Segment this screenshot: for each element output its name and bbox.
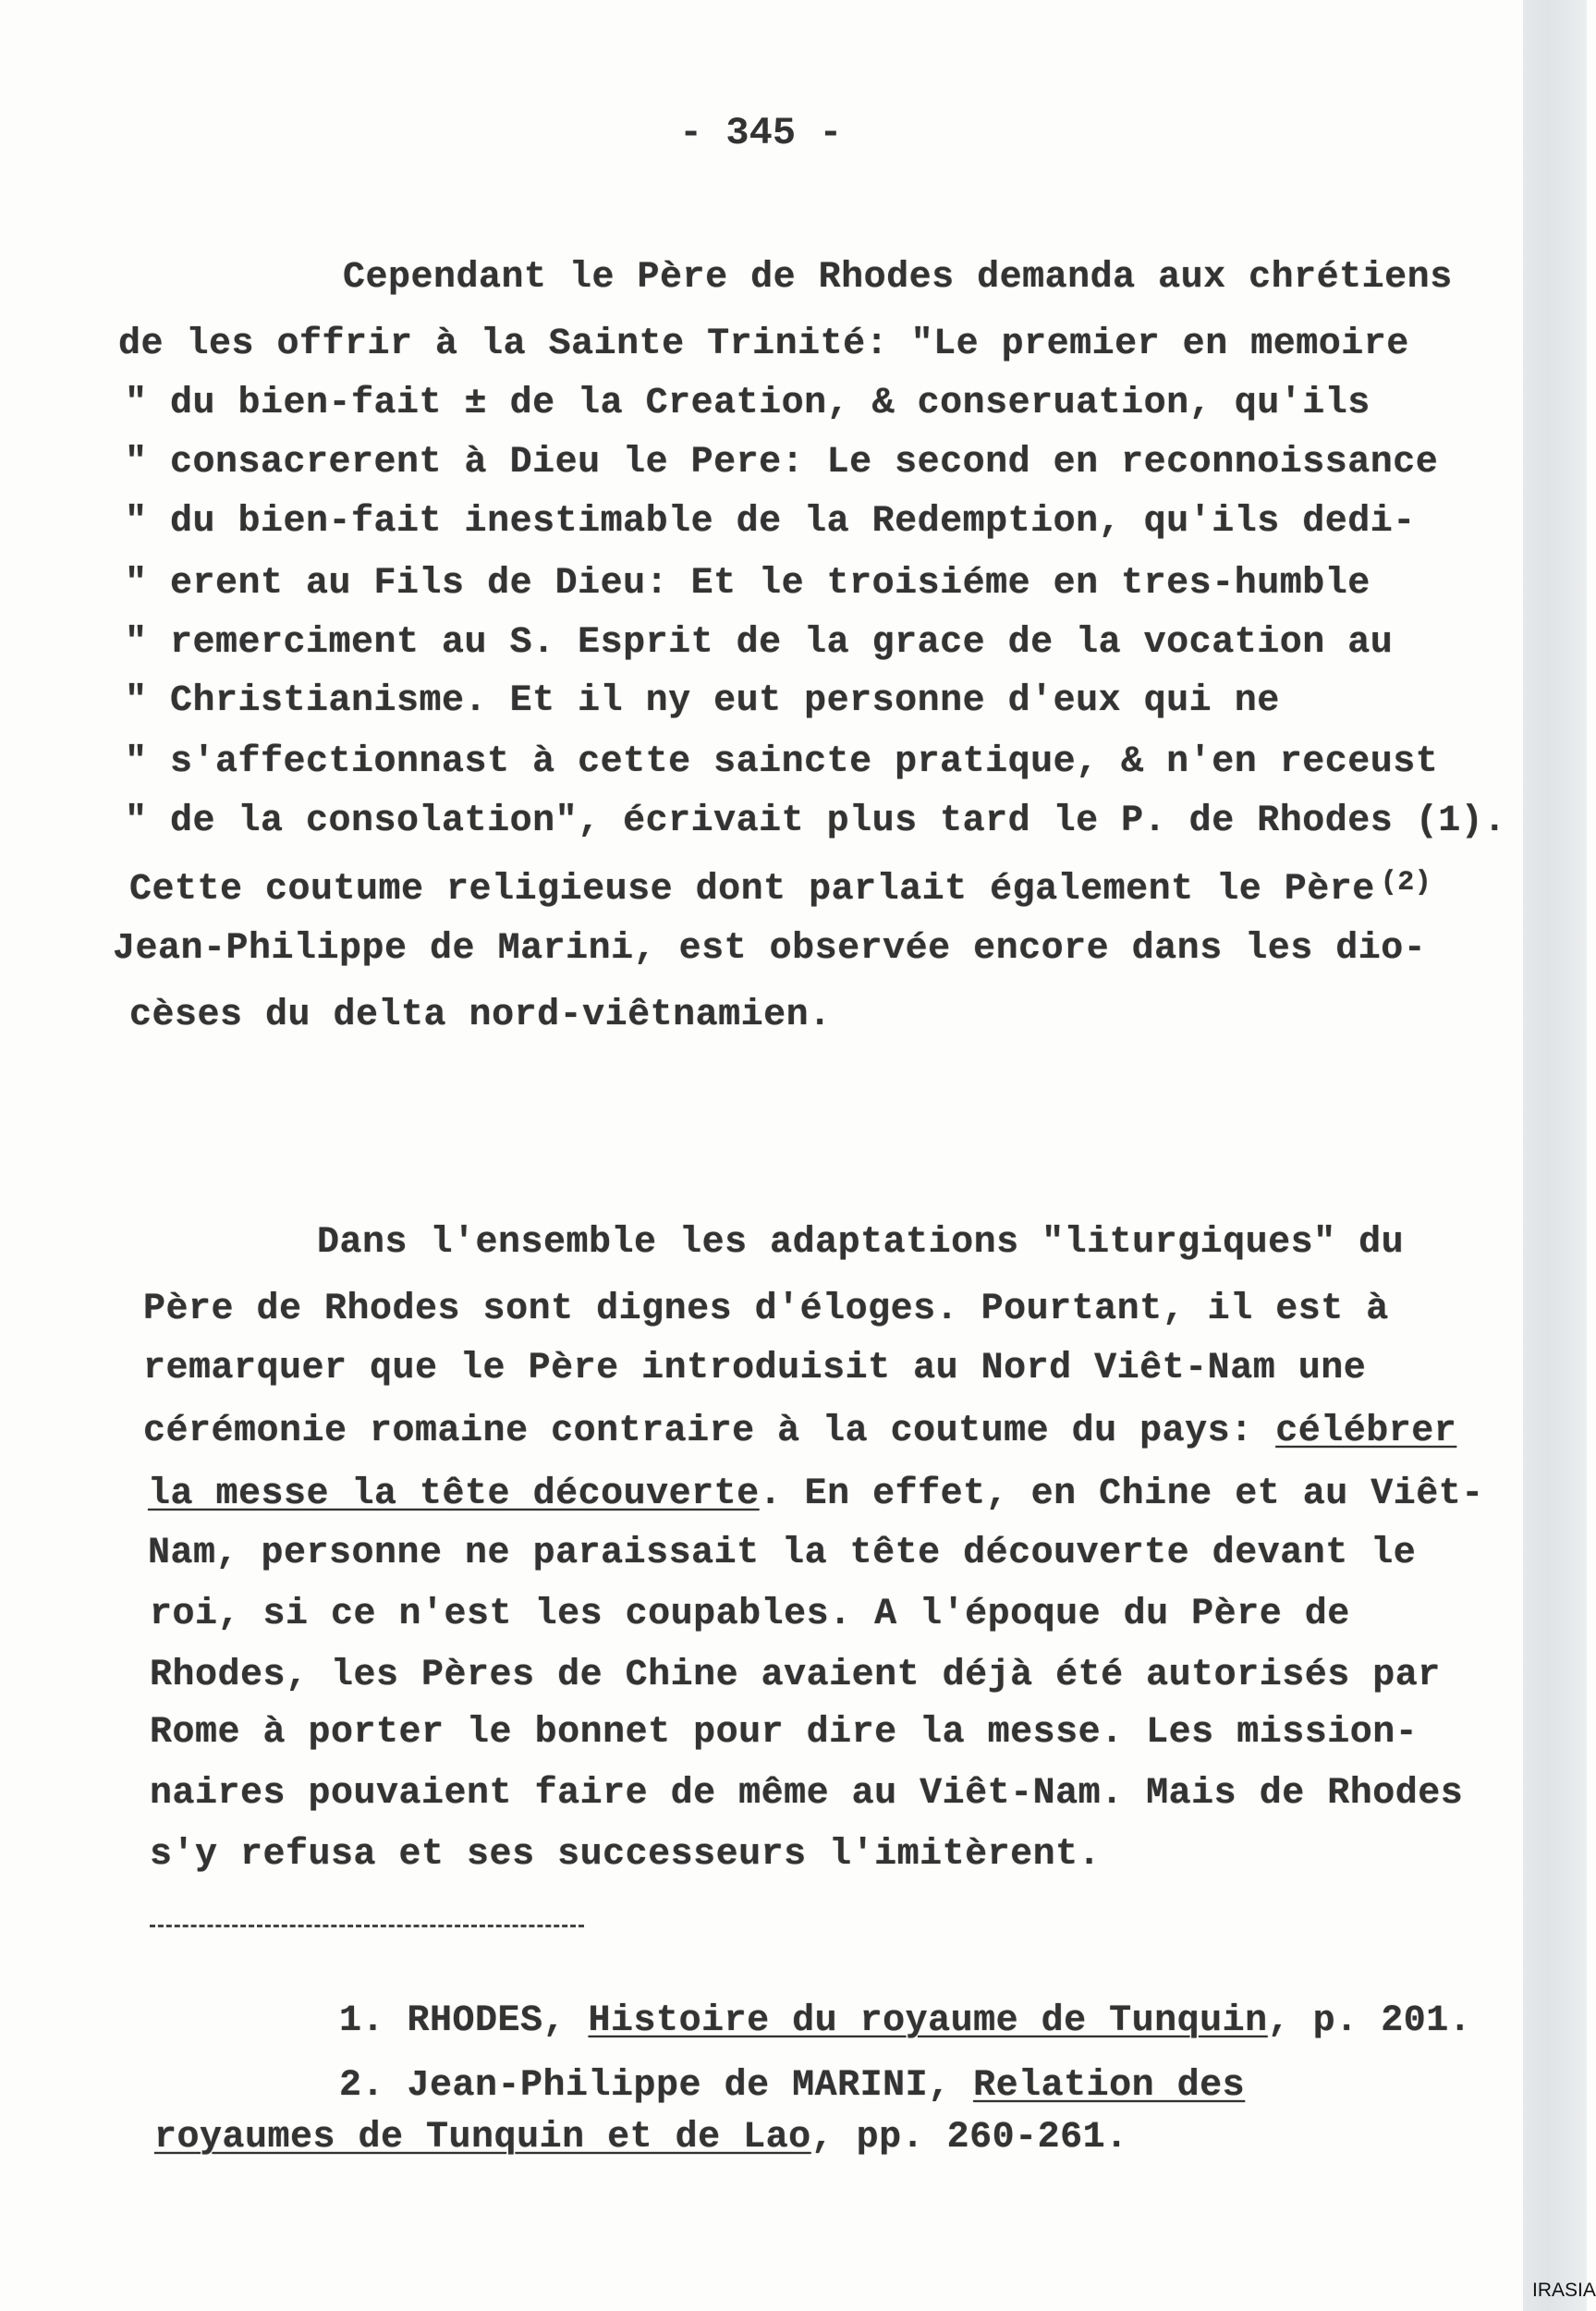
text-line bbox=[125, 563, 1371, 605]
text-segment: " consacrerent à Dieu le Pere: Le second en reconnoissance bbox=[125, 442, 1439, 483]
text-line bbox=[125, 383, 1371, 425]
text-segment: , p. 201. bbox=[1267, 2000, 1472, 2042]
text-line bbox=[125, 801, 1506, 843]
text-line bbox=[125, 622, 1393, 665]
text-line bbox=[148, 1533, 1416, 1575]
underlined-text: la messe la tête découverte bbox=[148, 1473, 760, 1515]
text-segment: . En effet, en Chine et au Viêt- bbox=[759, 1473, 1484, 1515]
footnote-line bbox=[154, 2117, 1128, 2159]
text-line bbox=[150, 1834, 1101, 1877]
text-line bbox=[143, 1411, 1456, 1453]
text-line bbox=[148, 1473, 1484, 1516]
text-line bbox=[118, 324, 1409, 366]
text-line bbox=[143, 1289, 1389, 1331]
text-segment: s'y refusa et ses successeurs l'imitèrent. bbox=[150, 1834, 1102, 1876]
text-segment: Rhodes, les Pères de Chine avaient déjà été autorisés par bbox=[150, 1655, 1441, 1696]
text-line bbox=[125, 680, 1280, 723]
text-segment: 1. RHODES, bbox=[339, 2000, 589, 2042]
text-line bbox=[125, 741, 1438, 784]
underlined-text: Relation des bbox=[973, 2065, 1246, 2107]
text-segment: " remerciment au S. Esprit de la grace de la vocation au bbox=[125, 622, 1394, 664]
text-segment: " du bien-fait inestimable de la Redemption, qu'ils dedi- bbox=[125, 501, 1416, 543]
text-line bbox=[143, 1348, 1366, 1390]
scan-edge bbox=[1523, 0, 1587, 2311]
text-line bbox=[125, 501, 1416, 544]
text-line bbox=[150, 1655, 1441, 1697]
text-segment: cèses du delta nord-viêtnamien. bbox=[129, 995, 832, 1036]
text-segment: " erent au Fils de Dieu: Et le troisiéme en tres-humble bbox=[125, 563, 1371, 605]
footnote-separator bbox=[150, 1925, 584, 1927]
text-segment: naires pouvaient faire de même au Viêt-Nam. Mais de Rhodes bbox=[150, 1773, 1464, 1815]
text-segment: Dans l'ensemble les adaptations "liturgiques" du bbox=[317, 1222, 1405, 1264]
text-segment: , pp. 260-261. bbox=[810, 2117, 1128, 2158]
text-line bbox=[125, 442, 1438, 484]
text-segment: Jean-Philippe de Marini, est observée encore dans les dio- bbox=[113, 928, 1427, 970]
text-line bbox=[113, 928, 1426, 971]
page-number: - 345 - bbox=[679, 111, 843, 155]
footnote-marker-2: (2) bbox=[1380, 867, 1432, 899]
underlined-text: royaumes de Tunquin et de Lao bbox=[154, 2117, 811, 2158]
text-line bbox=[129, 869, 1432, 911]
text-line bbox=[150, 1712, 1418, 1755]
text-segment: " de la consolation", écrivait plus tard le P. de Rhodes (1). bbox=[125, 801, 1506, 842]
text-segment: Père de Rhodes sont dignes d'éloges. Pourtant, il est à bbox=[143, 1289, 1389, 1330]
text-line bbox=[150, 1773, 1463, 1816]
text-segment: remarquer que le Père introduisit au Nord Viêt-Nam une bbox=[143, 1348, 1367, 1389]
text-line bbox=[317, 1222, 1404, 1265]
text-segment: Rome à porter le bonnet pour dire la messe. Les mission- bbox=[150, 1712, 1419, 1754]
text-segment: " Christianisme. Et il ny eut personne d'eux qui ne bbox=[125, 680, 1280, 722]
text-line bbox=[343, 257, 1453, 300]
footnote-line bbox=[339, 2065, 1245, 2108]
text-line bbox=[129, 995, 832, 1037]
text-segment: Nam, personne ne paraissait la tête découverte devant le bbox=[148, 1533, 1417, 1574]
text-line bbox=[150, 1594, 1350, 1636]
text-segment: Cette coutume religieuse dont parlait également le Père bbox=[129, 869, 1375, 911]
underlined-text: célébrer bbox=[1275, 1411, 1457, 1452]
text-segment: " s'affectionnast à cette saincte pratique, & n'en receust bbox=[125, 741, 1439, 783]
underlined-text: Histoire du royaume de Tunquin bbox=[588, 2000, 1268, 2042]
text-segment: " du bien-fait ± de la Creation, & conseruation, qu'ils bbox=[125, 383, 1371, 424]
text-segment: cérémonie romaine contraire à la coutume du pays: bbox=[143, 1411, 1276, 1452]
text-segment: 2. Jean-Philippe de MARINI, bbox=[339, 2065, 974, 2107]
footnote-line bbox=[339, 2000, 1471, 2043]
text-segment: Cependant le Père de Rhodes demanda aux chrétiens bbox=[343, 257, 1453, 299]
watermark: IRASIA bbox=[1532, 2280, 1596, 2301]
text-segment: roi, si ce n'est les coupables. A l'époque du Père de bbox=[150, 1594, 1350, 1635]
text-segment: de les offrir à la Sainte Trinité: "Le premier en memoire bbox=[118, 324, 1409, 365]
